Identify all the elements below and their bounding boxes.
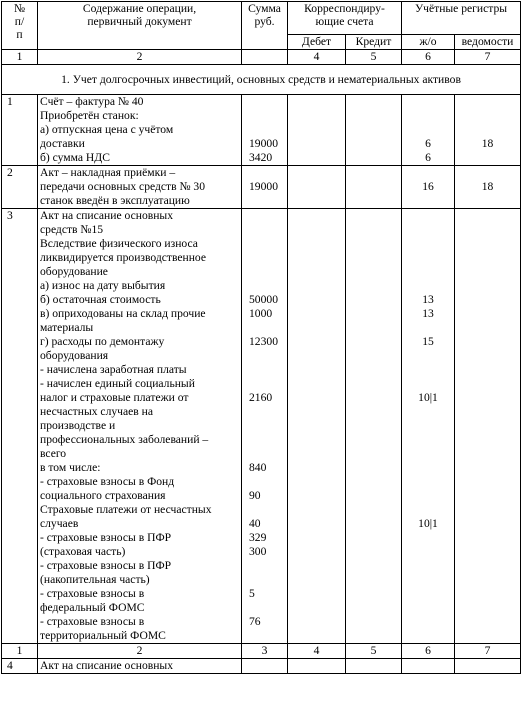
jo-line: 13: [422, 293, 434, 306]
sum-line: [244, 601, 285, 615]
header-debit: Дебет: [288, 35, 346, 50]
colnum-6: 6: [402, 50, 455, 65]
ved-line: 18: [481, 180, 494, 193]
content-line: г) расходы по демонтажу: [40, 335, 165, 348]
jo-line: 15: [422, 335, 434, 348]
sum-line: [244, 209, 285, 223]
sum-line: 12300: [249, 335, 278, 348]
content-line: оборудование: [40, 265, 108, 278]
row-1-sum: [242, 95, 288, 166]
footer-num-6: 6: [402, 644, 455, 659]
content-line: средств №15: [40, 223, 104, 236]
table-row-4: [2, 659, 521, 674]
jo-line: [404, 447, 452, 461]
header-accounts: Корреспондиру- ющие счета: [288, 2, 402, 35]
content-line: - начислена заработная платы: [40, 363, 187, 376]
sum-line: 1000: [249, 307, 273, 320]
sum-line: [244, 109, 285, 123]
content-line: производстве и: [40, 419, 116, 432]
content-line: налог и страховые платежи от: [40, 391, 189, 404]
colnum-5: 5: [346, 50, 402, 65]
header-journal: ж/о: [402, 35, 455, 50]
row-4-credit: [346, 659, 402, 674]
content-line: территориальный ФОМС: [40, 629, 166, 642]
row-3-content: [38, 209, 242, 644]
sum-line: 329: [249, 531, 267, 544]
jo-line: [404, 321, 452, 335]
jo-line: [404, 629, 452, 643]
sum-line: [244, 166, 285, 180]
sum-line: 3420: [249, 151, 273, 164]
section-title: 1. Учет долгосрочных инвестиций, основных средств и нематериальных активов: [2, 65, 521, 95]
header-num: № п/ п: [2, 2, 38, 50]
sum-line: 19000: [249, 180, 278, 193]
jo-line: [404, 545, 452, 559]
sum-line: [244, 265, 285, 279]
content-line: а) износ на дату выбытия: [40, 279, 166, 292]
content-line: - страховые взносы в: [40, 615, 145, 628]
content-line: доставки: [40, 137, 85, 150]
colnum-3: [242, 50, 288, 65]
footer-num-5: 5: [346, 644, 402, 659]
jo-line: [404, 419, 452, 433]
colnum-7: 7: [455, 50, 521, 65]
jo-line: [404, 95, 452, 109]
sum-line: 300: [249, 545, 267, 558]
jo-line: [404, 377, 452, 391]
row-3-num: 3: [2, 209, 38, 644]
content-line: материалы: [40, 321, 94, 334]
colnum-4: 4: [288, 50, 346, 65]
footer-num-4: 4: [288, 644, 346, 659]
ved-line: [457, 151, 518, 165]
jo-line: 16: [422, 180, 434, 193]
content-line: всего: [40, 447, 67, 460]
sum-line: 40: [249, 517, 261, 530]
jo-line: [404, 223, 452, 237]
row-4-debit: [288, 659, 346, 674]
content-line: профессиональных заболеваний –: [40, 433, 209, 446]
jo-line: [404, 475, 452, 489]
content-line: а) отпускная цена с учётом: [40, 123, 174, 136]
sum-line: 840: [249, 461, 267, 474]
row-3-statements: [455, 209, 521, 644]
header-content: Содержание операции, первичный документ: [38, 2, 242, 50]
row-2-content: [38, 166, 242, 209]
sum-line: [244, 223, 285, 237]
sum-line: [244, 629, 285, 643]
ved-line: 18: [481, 137, 494, 150]
row-1-statements: [455, 95, 521, 166]
sum-line: 90: [249, 489, 261, 502]
colnum-1: 1: [2, 50, 38, 65]
sum-line: [244, 279, 285, 293]
sum-line: [244, 475, 285, 489]
content-line: Приобретён станок:: [40, 109, 139, 122]
sum-line: [244, 237, 285, 251]
jo-line: [404, 615, 452, 629]
jo-line: [404, 573, 452, 587]
row-1-journal: [402, 95, 455, 166]
content-line: ликвидируется производственное: [40, 251, 207, 264]
jo-line: [404, 433, 452, 447]
row-4-statements: [455, 659, 521, 674]
sum-line: 50000: [249, 293, 278, 306]
sum-line: [244, 573, 285, 587]
content-line: - страховые взносы в Фонд: [40, 475, 175, 488]
jo-line: [404, 363, 452, 377]
content-line: в том числе:: [40, 461, 101, 474]
jo-line: [404, 349, 452, 363]
sum-line: [244, 363, 285, 377]
sum-line: [244, 433, 285, 447]
header-credit: Кредит: [346, 35, 402, 50]
sum-line: [244, 559, 285, 573]
ved-line: [457, 166, 518, 180]
row-3-journal: [402, 209, 455, 644]
sum-line: [244, 377, 285, 391]
sum-line: [244, 405, 285, 419]
content-line: федеральный ФОМС: [40, 601, 145, 614]
content-line: - страховые взносы в ПФР: [40, 559, 172, 572]
row-1-credit: [346, 95, 402, 166]
sum-line: 2160: [249, 391, 273, 404]
sum-line: [244, 349, 285, 363]
jo-line: [404, 109, 452, 123]
jo-line: [404, 251, 452, 265]
sum-line: [244, 251, 285, 265]
sum-line: [244, 447, 285, 461]
ved-line: [457, 109, 518, 123]
content-line: Акт – накладная приёмки –: [40, 166, 176, 179]
sum-line: [244, 503, 285, 517]
row-3-sum: [242, 209, 288, 644]
row-4-content: Акт на списание основных: [38, 659, 242, 674]
row-2-credit: [346, 166, 402, 209]
content-line: станок введён в эксплуатацию: [40, 194, 190, 207]
sum-line: 76: [249, 615, 261, 628]
content-line: случаев: [40, 517, 79, 530]
content-line: - начислен единый социальный: [40, 377, 195, 390]
row-3-debit: [288, 209, 346, 644]
header-registers: Учётные регистры: [402, 2, 521, 35]
jo-line: [404, 166, 452, 180]
sum-line: [244, 194, 285, 208]
jo-line: [404, 237, 452, 251]
footer-num-3: 3: [242, 644, 288, 659]
sum-line: [244, 95, 285, 109]
jo-line: 6: [425, 137, 431, 150]
content-line: б) остаточная стоимость: [40, 293, 161, 306]
table-row-1: [2, 95, 521, 166]
jo-line: [404, 209, 452, 223]
jo-line: [404, 279, 452, 293]
footer-numbers-row: [2, 644, 521, 659]
operations-table: [1, 1, 521, 674]
ved-line: [457, 194, 518, 208]
content-line: социального страхования: [40, 489, 166, 502]
jo-line: [404, 489, 452, 503]
sum-line: 5: [249, 587, 255, 600]
content-line: Вследствие физического износа: [40, 237, 198, 250]
jo-line: [404, 265, 452, 279]
jo-line: [404, 503, 452, 517]
row-4-sum: [242, 659, 288, 674]
ved-line: [457, 123, 518, 137]
jo-line: [404, 194, 452, 208]
jo-line: [404, 601, 452, 615]
jo-line: [404, 531, 452, 545]
content-line: - страховые взносы в ПФР: [40, 531, 172, 544]
content-line: б) сумма НДС: [40, 151, 110, 164]
content-line: в) оприходованы на склад прочие: [40, 307, 206, 320]
sum-line: [244, 321, 285, 335]
row-2-num: 2: [2, 166, 38, 209]
colnum-2: 2: [38, 50, 242, 65]
content-line: - страховые взносы в: [40, 587, 145, 600]
content-line: (страховая часть): [40, 545, 126, 558]
row-1-debit: [288, 95, 346, 166]
jo-line: 10|1: [418, 517, 438, 530]
row-1-content: [38, 95, 242, 166]
jo-line: 13: [422, 307, 434, 320]
row-2-journal: [402, 166, 455, 209]
jo-line: [404, 587, 452, 601]
footer-num-2: 2: [38, 644, 242, 659]
row-2-sum: [242, 166, 288, 209]
header-sum: Сумма руб.: [242, 2, 288, 50]
jo-line: [404, 405, 452, 419]
row-1-num: 1: [2, 95, 38, 166]
sum-line: [244, 123, 285, 137]
jo-line: 6: [425, 151, 431, 164]
row-2-statements: [455, 166, 521, 209]
content-line: Счёт – фактура № 40: [40, 95, 144, 108]
row-2-debit: [288, 166, 346, 209]
sum-line: 19000: [249, 137, 278, 150]
jo-line: [404, 559, 452, 573]
row-4-num: 4: [2, 659, 38, 674]
table-row-2: [2, 166, 521, 209]
content-line: передачи основных средств № 30: [40, 180, 206, 193]
table-row-3: [2, 209, 521, 644]
content-line: оборудования: [40, 349, 109, 362]
content-line: (накопительная часть): [40, 573, 150, 586]
content-line: Страховые платежи от несчастных: [40, 503, 212, 516]
content-line: Акт на списание основных: [40, 209, 174, 222]
jo-line: [404, 123, 452, 137]
footer-num-7: 7: [455, 644, 521, 659]
header-statements: ведомости: [455, 35, 521, 50]
row-3-credit: [346, 209, 402, 644]
ved-line: [457, 95, 518, 109]
jo-line: 10|1: [418, 391, 438, 404]
jo-line: [404, 461, 452, 475]
content-line: несчастных случаев на: [40, 405, 154, 418]
row-4-journal: [402, 659, 455, 674]
data-rows: [2, 95, 521, 644]
sum-line: [244, 419, 285, 433]
footer-num-1: 1: [2, 644, 38, 659]
